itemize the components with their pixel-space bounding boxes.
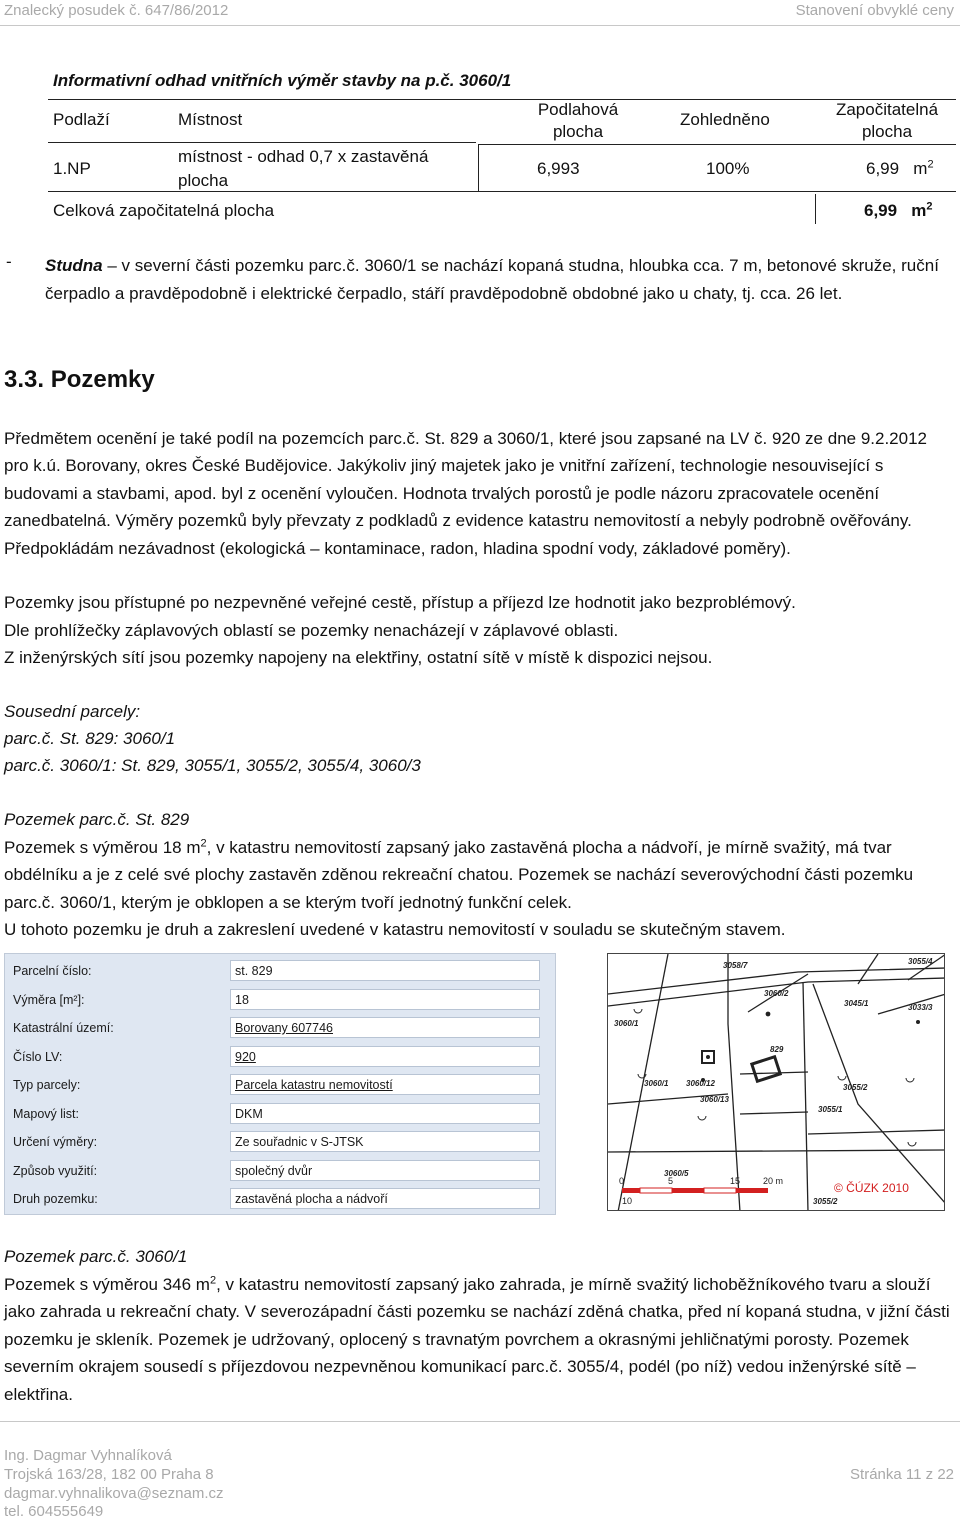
total-label: Celková započitatelná plocha: [53, 201, 275, 220]
parcel-3060-1-text: [4, 1271, 956, 1408]
map-label: 3045/1: [844, 999, 869, 1008]
row-room-line1: místnost - odhad 0,7 x zastavěná: [178, 147, 429, 166]
row-considered: 100%: [706, 159, 750, 178]
cadastre-row: [5, 987, 557, 1013]
total-unit: m: [911, 201, 927, 220]
cadastre-value-link[interactable]: Parcela katastru nemovitostí: [230, 1074, 540, 1095]
cadastre-value: DKM: [230, 1103, 540, 1124]
paragraph-flood: Dle prohlížečky záplavových oblastí se pozemky nenacházejí v záplavové oblasti.: [4, 621, 619, 640]
cadastral-map-drawing: [608, 954, 945, 1211]
cadastre-row: [5, 958, 557, 984]
cadastre-label: Výměra [m²]:: [13, 992, 85, 1007]
table-rule: [815, 194, 816, 224]
row-room-line2: plocha: [178, 171, 229, 190]
bullet-dash: -: [6, 252, 12, 271]
map-label: 3055/1: [818, 1105, 843, 1114]
col-floor-area-line1: Podlahová: [537, 100, 619, 119]
paragraph-subject: Předmětem ocenění je také podíl na pozemcích parc.č. St. 829 a 3060/1, které jsou zapsané na LV č. 920 ze dne 9.2.2012 pro k.ú. Borovany, okres České Budějovice. Jakýkoliv jiný majetek jako je vnitřní zařízení, technologie nesouvisející s budovami a stavbami, apod. byl z ocenění vyloučen. Hodnota trvalých porostů je podle názoru zpracovatele ocenění zanedbatelná. Výměry pozemků byly převzaty z podkladů z evidence katastru nemovitostí a nebyly podrobně ověřovány. Předpokládám nezávadnost (ekologická – kontaminace, radon, hladina spodní vody, základové poměry).: [4, 429, 927, 558]
map-scale-label: 20 m: [763, 1176, 784, 1186]
col-floor-area-line2: plocha: [552, 122, 604, 141]
cadastre-row: [5, 1072, 557, 1098]
parcel-st829-text: [4, 834, 956, 916]
cadastre-row: [5, 1044, 557, 1070]
footer-phone: tel. 604555649: [4, 1503, 104, 1520]
cadastre-value-link[interactable]: 920: [230, 1046, 540, 1067]
col-considered: Zohledněno: [680, 110, 770, 129]
paragraph-access: Pozemky jsou přístupné po nezpevněné veřejné cestě, přístup a příjezd lze hodnotit jako bezproblémový.: [4, 593, 796, 612]
header-document-title: Znalecký posudek č. 647/86/2012: [4, 2, 229, 19]
footer-name: Ing. Dagmar Vyhnalíková: [4, 1447, 172, 1464]
cadastre-row: [5, 1129, 557, 1155]
row-unit: m: [913, 159, 928, 178]
col-countable-area: [812, 99, 960, 143]
cadastre-label: Parcelní číslo:: [13, 964, 92, 978]
map-label: 3055/2: [813, 1197, 838, 1206]
cadastre-row: [5, 1158, 557, 1184]
header-section-title: Stanovení obvyklé ceny: [795, 2, 954, 19]
parcel-st829-note: U tohoto pozemku je druh a zakreslení uvedené v katastru nemovitostí v souladu se skutečným stavem.: [4, 920, 786, 939]
col-room: Místnost: [178, 110, 243, 129]
page-header: [0, 0, 960, 26]
cadastre-value: Ze souřadnic v S-JTSK: [230, 1131, 540, 1152]
col-floor-area: [498, 99, 658, 143]
table-rule: [478, 144, 479, 191]
parcel-3060-1-text-a: Pozemek s výměrou 346 m: [4, 1275, 210, 1294]
bullet-text: – v severní části pozemku parc.č. 3060/1 se nachází kopaná studna, hloubka cca. 7 m, betonové skruže, ruční čerpadlo a pravděpodobně i elektrické čerpadlo, stáří pravděpodobně obdobné jako u chaty, tj. cca. 26 let.: [45, 256, 939, 303]
map-label: 3060/13: [700, 1095, 729, 1104]
section-title: Pozemky: [50, 366, 155, 393]
cadastre-value-link[interactable]: Borovany 607746: [230, 1017, 540, 1038]
neighbors-line-1: parc.č. St. 829: 3060/1: [4, 729, 176, 748]
parcel-st829-sup: 2: [200, 837, 207, 850]
cadastre-label: Druh pozemku:: [13, 1192, 98, 1206]
table-rule: [48, 191, 956, 192]
map-label: 3060/1: [614, 1019, 639, 1028]
cadastre-value: zastavěná plocha a nádvoří: [230, 1188, 540, 1209]
parcel-st829-text-a: Pozemek s výměrou 18 m: [4, 838, 201, 857]
section-heading: [4, 366, 155, 394]
map-scale-label: 0: [619, 1176, 625, 1186]
map-label: 3055/2: [843, 1083, 868, 1092]
cadastre-row: [5, 1101, 557, 1127]
row-countable-area: [866, 159, 934, 179]
row-countable-value: 6,99: [866, 159, 900, 178]
cadastre-row: [5, 1015, 557, 1041]
table-rule: [48, 142, 476, 143]
map-scale-bar: [619, 1176, 783, 1206]
parcel-3060-1-text-b: , v katastru nemovitostí zapsaný jako zahrada, je mírně svažitý lichoběžníkového tvaru a slouží jako zahrada u rekreační chaty. V severozápadní části pozemku se nachází zděná chatka, před ní kopaná studna, v jižní části pozemku je skleník. Pozemek je udržovaný, oplocený s travnatým povrchem a okrasnými jehličnatými porosty. Pozemek severním okrajem sousedí s příjezdovou nezpevněnou komunikací parc.č. 3055/4, podél (po níž) vedou inženýrské sítě – elektřina.: [4, 1275, 950, 1404]
row-room: [178, 145, 428, 193]
map-parcel-labels: [614, 957, 933, 1206]
map-label: 829: [770, 1045, 784, 1054]
map-label: 3058/7: [723, 961, 748, 970]
map-scale-label: 15: [730, 1176, 741, 1186]
cadastre-value: st. 829: [230, 960, 540, 981]
footer-address: Trojská 163/28, 182 00 Praha 8: [4, 1466, 214, 1483]
footer-rule: [0, 1421, 960, 1422]
neighbors-line-2: parc.č. 3060/1: St. 829, 3055/1, 3055/2, 3055/4, 3060/3: [4, 756, 421, 775]
parcel-3060-1-title: Pozemek parc.č. 3060/1: [4, 1247, 188, 1266]
row-floor: 1.NP: [53, 159, 91, 178]
total-value-number: 6,99: [864, 201, 898, 220]
cadastre-label: Číslo LV:: [13, 1049, 63, 1064]
map-label: 3055/4: [908, 957, 933, 966]
parcel-st829-title: Pozemek parc.č. St. 829: [4, 810, 190, 829]
col-countable-line2: plocha: [861, 122, 913, 141]
map-copyright: © ČÚZK 2010: [834, 1181, 909, 1195]
section-number: 3.3.: [4, 366, 45, 393]
total-value: [864, 201, 933, 221]
table-title: Informativní odhad vnitřních výměr stavby na p.č. 3060/1: [53, 71, 512, 90]
cadastre-value: 18: [230, 989, 540, 1010]
map-label: 3060/12: [686, 1079, 715, 1088]
cadastre-label: Katastrální území:: [13, 1021, 114, 1035]
cadastral-map: [607, 953, 945, 1211]
cadastre-label: Určení výměry:: [13, 1135, 98, 1149]
parcel-st829-text-b: , v katastru nemovitostí zapsaný jako zastavěná plocha a nádvoří, je mírně svažitý, má tvar obdélníku a je z celé své plochy zastavěn zděnou rekreační chatou. Pozemek se nachází severovýchodní části pozemku parc.č. 3060/1, kterým je obklopen a se kterým tvoří jednotný funkční celek.: [4, 838, 914, 912]
bullet-well: [45, 252, 957, 307]
parcel-3060-1-sup: 2: [209, 1274, 217, 1287]
total-unit-sup: 2: [926, 200, 933, 213]
cadastre-row: [5, 1186, 557, 1212]
cadastre-label: Typ parcely:: [13, 1078, 81, 1092]
col-floor: Podlaží: [53, 110, 110, 129]
neighbors-title: Sousední parcely:: [4, 702, 141, 721]
map-label: 3060/2: [764, 989, 789, 998]
table-rule: [478, 144, 956, 145]
paragraph-utilities: Z inženýrských sítí jsou pozemky napojeny na elektřiny, ostatní sítě v místě k dispozici nejsou.: [4, 648, 713, 667]
area-table: [48, 64, 958, 234]
map-scale-label: 10: [622, 1196, 633, 1206]
cadastre-value: společný dvůr: [230, 1160, 540, 1181]
row-floor-area: 6,993: [537, 159, 580, 178]
row-unit-sup: 2: [927, 158, 934, 171]
cadastre-label: Způsob využití:: [13, 1163, 98, 1178]
map-scale-label: 5: [668, 1176, 674, 1186]
col-countable-line1: Započitatelná: [835, 100, 939, 119]
map-label: 3033/3: [908, 1003, 933, 1012]
map-label: 3060/5: [664, 1169, 689, 1178]
footer-page-number: Stránka 11 z 22: [850, 1466, 954, 1483]
footer-email: dagmar.vyhnalikova@seznam.cz: [4, 1485, 224, 1502]
bullet-lead: Studna: [45, 256, 103, 275]
cadastre-label: Mapový list:: [13, 1106, 79, 1121]
map-label: 3060/1: [644, 1079, 669, 1088]
cadastre-info-panel: [4, 953, 556, 1215]
